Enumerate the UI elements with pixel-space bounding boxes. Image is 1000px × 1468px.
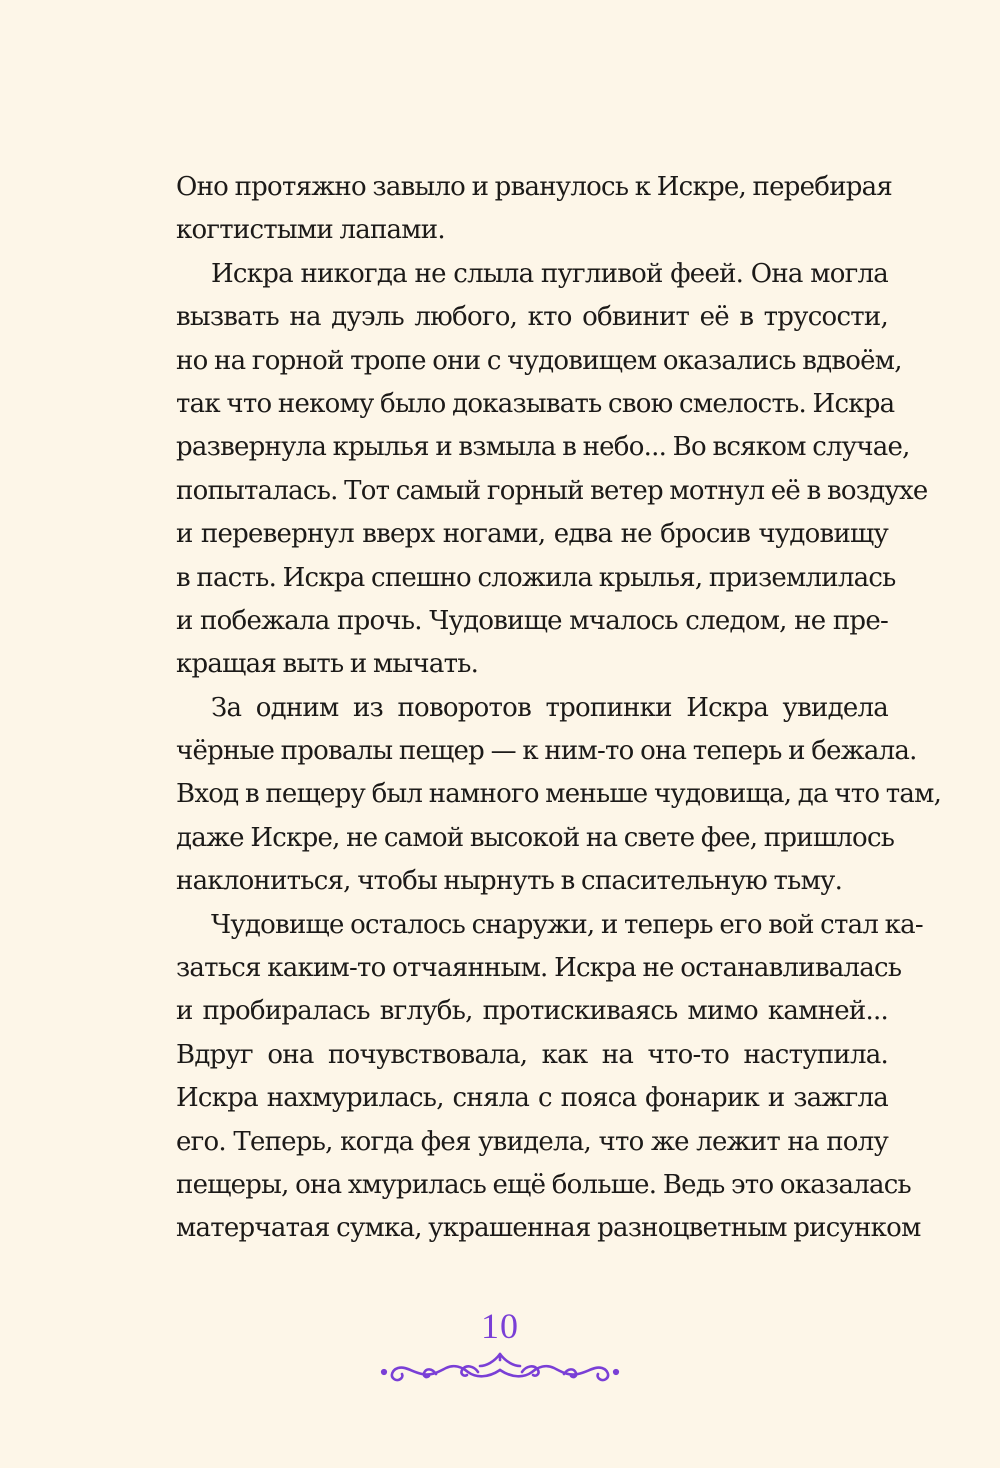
text-line: наклониться, чтобы нырнуть в спасительную тьму. xyxy=(176,866,843,897)
text-line: матерчатая сумка, украшенная разноцветным рисунком xyxy=(176,1213,921,1244)
text-line: Вдруг она почувствовала, как на что-то наступила. xyxy=(176,1039,888,1070)
text-line: Вход в пещеру был намного меньше чудовища, да что там, xyxy=(176,779,942,810)
text-line: пещеры, она хмурилась ещё больше. Ведь это оказалась xyxy=(176,1169,911,1200)
text-line: и перевернул вверх ногами, едва не бросив чудовищу xyxy=(176,519,888,550)
text-line: заться каким-то отчаянным. Искра не останавливалась xyxy=(176,953,902,984)
text-line: Искра никогда не слыла пугливой феей. Она могла xyxy=(211,258,888,289)
text-line: и пробиралась вглубь, протискиваясь мимо камней... xyxy=(176,996,888,1027)
text-line: когтистыми лапами. xyxy=(176,215,445,246)
text-line: вызвать на дуэль любого, кто обвинит её в трусости, xyxy=(176,302,888,333)
text-line: чёрные провалы пещер — к ним-то она теперь и бежала. xyxy=(176,736,917,767)
text-line: попыталась. Тот самый горный ветер мотнул её в воздухе xyxy=(176,475,928,506)
text-line: в пасть. Искра спешно сложила крылья, приземлилась xyxy=(176,562,896,593)
text-line: и побежала прочь. Чудовище мчалось следом, не пре- xyxy=(176,605,888,636)
body-text xyxy=(176,166,942,1251)
text-line: развернула крылья и взмыла в небо... Во всяком случае, xyxy=(176,432,910,463)
text-line: Оно протяжно завыло и рванулось к Искре, перебирая xyxy=(176,172,893,202)
page-number: 10 xyxy=(481,1306,519,1346)
text-line: даже Искре, не самой высокой на свете фее, пришлось xyxy=(176,822,895,853)
text-line: Чудовище осталось снаружи, и теперь его вой стал ка- xyxy=(211,909,923,940)
text-line: кращая выть и мычать. xyxy=(176,649,479,680)
text-line: За одним из поворотов тропинки Искра увидела xyxy=(211,692,888,723)
flourish-ornament-icon xyxy=(380,1348,620,1392)
text-line: его. Теперь, когда фея увидела, что же лежит на полу xyxy=(176,1126,888,1157)
text-line: так что некому было доказывать свою смелость. Искра xyxy=(176,388,895,419)
text-line: Искра нахмурилась, сняла с пояса фонарик и зажгла xyxy=(176,1083,888,1114)
text-line: но на горной тропе они с чудовищем оказались вдвоём, xyxy=(176,345,902,376)
